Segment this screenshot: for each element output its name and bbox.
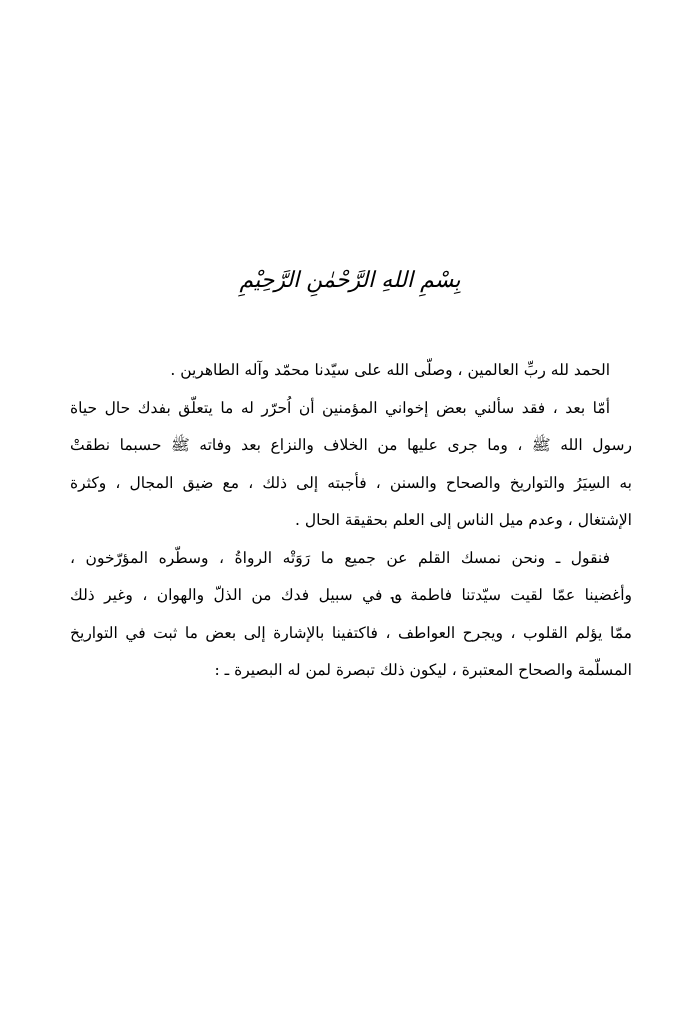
text-line-8: ممّا يؤلم القلوب ، ويجرح العواطف ، فاكتفينا بالإشارة إلى بعض ما ثبت في التواريخ: [70, 623, 632, 642]
text-line-3: رسول الله ﷺ ، وما جرى عليها من الخلاف والنزاع بعد وفاته ﷺ حسبما نطقتْ: [70, 436, 632, 454]
text-line-4: به السِيَرُ والتواريخ والصحاح والسنن ، فأجبته إلى ذلك ، مع ضيق المجال ، وكثرة: [70, 473, 632, 492]
basmala-heading: بِسْمِ اللهِ الرَّحْمٰنِ الرَّحِيْمِ: [239, 268, 461, 293]
body-text: [70, 352, 632, 690]
text-line-6: فنقول ـ ونحن نمسك القلم عن جميع ما رَوَتْه الرواةُ ، وسطّره المؤرّخون ،: [70, 548, 610, 567]
text-line-5: الإشتغال ، وعدم ميل الناس إلى العلم بحقيقة الحال .: [295, 511, 632, 529]
text-line-9: المسلّمة والصحاح المعتبرة ، ليكون ذلك تبصرة لمن له البصيرة ـ :: [214, 661, 632, 679]
text-line-1: الحمد لله ربِّ العالمين ، وصلّى الله على سيّدنا محمّد وآله الطاهرين .: [170, 361, 610, 379]
text-line-7: وأغضينا عمّا لقيت سيّدتنا فاطمة ؈ في سبيل فدك من الذلّ والهوان ، وغير ذلك: [70, 586, 632, 604]
text-line-2: أمّا بعد ، فقد سألني بعض إخواني المؤمنين أن اُحرّر له ما يتعلّق بفدك حال حياة: [70, 398, 610, 417]
